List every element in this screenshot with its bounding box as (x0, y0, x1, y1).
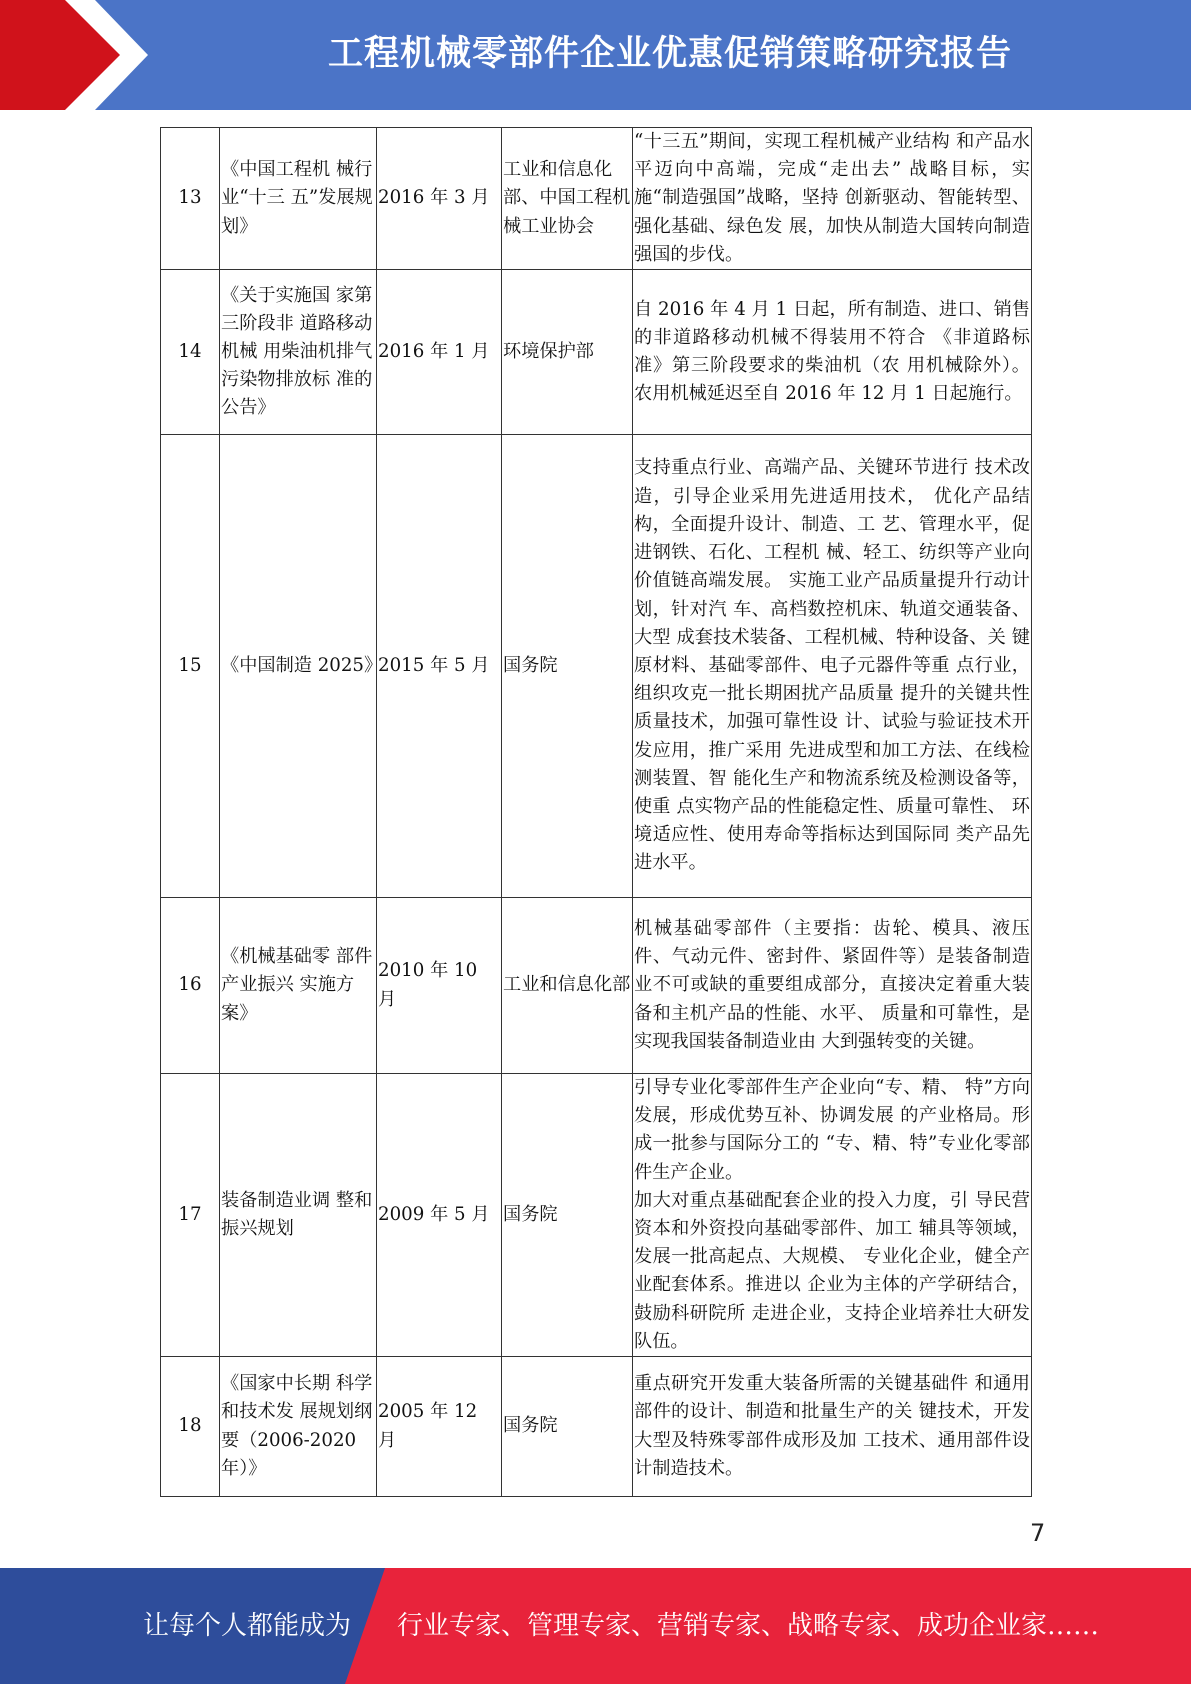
row-number: 16 (161, 898, 220, 1074)
issuing-authority: 国务院 (502, 1357, 633, 1497)
issue-date: 2016 年 3 月 (377, 128, 502, 270)
policy-content (633, 1074, 1032, 1357)
row-number: 18 (161, 1357, 220, 1497)
page-footer (0, 1568, 1191, 1684)
table-row (161, 435, 1032, 898)
table-row (161, 1074, 1032, 1357)
footer-slogan-right: 行业专家、管理专家、营销专家、战略专家、成功企业家…… (397, 1611, 1100, 1641)
row-number: 15 (161, 435, 220, 898)
policy-content: 支持重点行业、高端产品、关键环节进行 技术改造，引导企业采用先进适用技术， 优化产品结构，全面提升设计、制造、工 艺、管理水平，促进钢铁、石化、工程机 械、轻工、纺织等产业向价值链高端发展。 实施工业产品质量提升行动计划，针对汽 车、高档数控机床、轨道交通装备、大型 成套技术装备、工程机械、特种设备、关 键原材料、基础零部件、电子元器件等重 点行业，组织攻克一批长期困扰产品质量 提升的关键共性质量技术，加强可靠性设 计、试验与验证技术开发应用，推广采用 先进成型和加工方法、在线检测装置、智 能化生产和物流系统及检测设备等，使重 点实物产品的性能稳定性、质量可靠性、 环境适应性、使用寿命等指标达到国际同 类产品先进水平。 (633, 435, 1032, 898)
issuing-authority: 国务院 (502, 435, 633, 898)
policy-name: 装备制造业调 整和振兴规划 (220, 1074, 377, 1357)
table-row (161, 128, 1032, 270)
issue-date: 2010 年 10 月 (377, 898, 502, 1074)
policy-content: 重点研究开发重大装备所需的关键基础件 和通用部件的设计、制造和批量生产的关 键技术，开发大型及特殊零部件成形及加 工技术、通用部件设计制造技术。 (633, 1357, 1032, 1497)
report-title: 工程机械零部件企业优惠促销策略研究报告 (327, 34, 1012, 74)
issue-date: 2016 年 1 月 (377, 270, 502, 435)
issue-date: 2015 年 5 月 (377, 435, 502, 898)
footer-slogan-left: 让每个人都能成为 (143, 1611, 352, 1641)
table-row (161, 1357, 1032, 1497)
content-paragraph: 引导专业化零部件生产企业向“专、精、 特”方向发展，形成优势互补、协调发展 的产业格局。形成一批参与国际分工的 “专、精、特”专业化零部件生产企业。 (634, 1077, 1030, 1183)
row-number: 17 (161, 1074, 220, 1357)
row-number: 14 (161, 270, 220, 435)
row-number: 13 (161, 128, 220, 270)
issue-date: 2005 年 12 月 (377, 1357, 502, 1497)
issuing-authority: 工业和信息化部、中国工程机械工业协会 (502, 128, 633, 270)
policy-table (160, 127, 1032, 1497)
issue-date: 2009 年 5 月 (377, 1074, 502, 1357)
table-row (161, 898, 1032, 1074)
issuing-authority: 环境保护部 (502, 270, 633, 435)
issuing-authority: 国务院 (502, 1074, 633, 1357)
header-arrow-decoration (0, 0, 160, 110)
content-paragraph: 加大对重点基础配套企业的投入力度，引 导民营资本和外资投向基础零部件、加工 辅具等领域，发展一批高起点、大规模、 专业化企业，健全产业配套体系。推进以 企业为主体的产学研结合，鼓励科研院所 走进企业，支持企业培养壮大研发队伍。 (634, 1189, 1030, 1352)
policy-content: 自 2016 年 4 月 1 日起，所有制造、进口、销售的非道路移动机械不得装用不符合 《非道路标准》第三阶段要求的柴油机（农 用机械除外）。农用机械延迟至自 2016 年 12 月 1 日起施行。 (633, 270, 1032, 435)
policy-name: 《中国工程机 械行业“十三 五”发展规划》 (220, 128, 377, 270)
policy-content: “十三五”期间，实现工程机械产业结构 和产品水平迈向中高端，完成“走出去” 战略目标，实施“制造强国”战略，坚持 创新驱动、智能转型、强化基础、绿色发 展，加快从制造大国转向制造强国的步伐。 (633, 128, 1032, 270)
policy-name: 《机械基础零 部件产业振兴 实施方案》 (220, 898, 377, 1074)
issuing-authority: 工业和信息化部 (502, 898, 633, 1074)
policy-name: 《国家中长期 科学和技术发 展规划纲要（2006-2020 年）》 (220, 1357, 377, 1497)
policy-name: 《中国制造 2025》 (220, 435, 377, 898)
page-header (0, 0, 1191, 110)
policy-content: 机械基础零部件（主要指：齿轮、模具、液压件、气动元件、密封件、紧固件等）是装备制造业不可或缺的重要组成部分，直接决定着重大装备和主机产品的性能、水平、 质量和可靠性，是实现我国装备制造业由 大到强转变的关键。 (633, 898, 1032, 1074)
table-row (161, 270, 1032, 435)
policy-name: 《关于实施国 家第三阶段非 道路移动机械 用柴油机排气 污染物排放标 准的公告》 (220, 270, 377, 435)
page-number: 7 (1030, 1519, 1046, 1547)
